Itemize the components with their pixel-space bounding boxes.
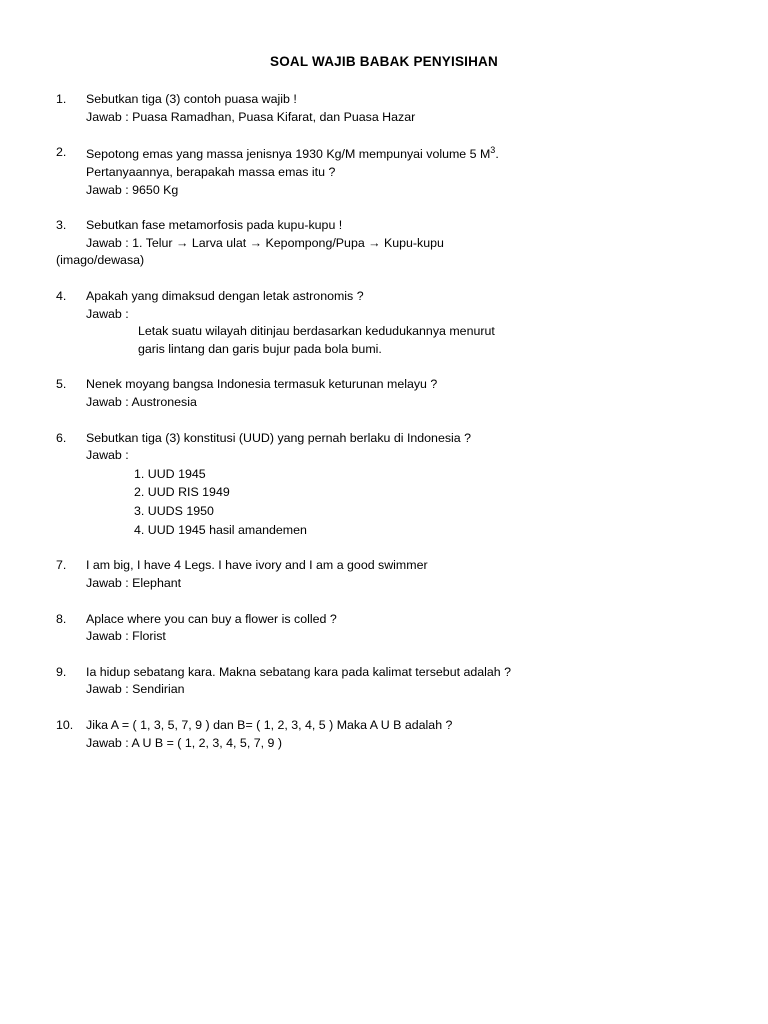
question-item xyxy=(56,557,712,592)
question-text: Sebutkan fase metamorfosis pada kupu-kupu ! xyxy=(86,218,343,233)
question-text: Ia hidup sebatang kara. Makna sebatang kara pada kalimat tersebut adalah ? xyxy=(86,664,512,679)
answer-text-wrap: (imago/dewasa) xyxy=(56,253,145,268)
answer-text-cont1: Letak suatu wilayah ditinjau berdasarkan kedudukannya menurut xyxy=(138,324,495,339)
question-item xyxy=(56,144,712,199)
list-item: 1. UUD 1945 xyxy=(134,466,206,481)
question-number: 7. xyxy=(56,558,67,573)
answer-text: Jawab : Puasa Ramadhan, Puasa Kifarat, dan Puasa Hazar xyxy=(86,109,416,124)
question-number: 5. xyxy=(56,377,67,392)
question-number: 4. xyxy=(56,289,67,303)
question-number: 9. xyxy=(56,664,67,679)
question-text: Aplace where you can buy a flower is colled ? xyxy=(86,611,337,626)
answer-sub-list xyxy=(134,466,712,539)
list-item: 4. UUD 1945 hasil amandemen xyxy=(134,522,307,537)
question-text: Jika A = ( 1, 3, 5, 7, 9 ) dan B= ( 1, 2, 3, 4, 5 ) Maka A U B adalah ? xyxy=(86,717,453,732)
question-item xyxy=(56,717,712,752)
question-text-part-b: . xyxy=(495,147,499,162)
question-item xyxy=(56,611,712,646)
question-item xyxy=(56,430,712,540)
question-text xyxy=(86,144,712,164)
question-number: 10. xyxy=(56,717,74,732)
question-number: 2. xyxy=(56,145,67,160)
question-item xyxy=(56,376,712,411)
answer-text: Jawab : xyxy=(86,306,129,321)
list-item: 2. UUD RIS 1949 xyxy=(134,485,230,500)
question-number: 6. xyxy=(56,430,67,445)
answer-text: Jawab : A U B = ( 1, 2, 3, 4, 5, 7, 9 ) xyxy=(86,735,282,750)
question-text: Nenek moyang bangsa Indonesia termasuk keturunan melayu ? xyxy=(86,377,438,392)
question-number: 8. xyxy=(56,611,67,626)
question-text: Apakah yang dimaksud dengan letak astronomis ? xyxy=(86,289,364,303)
question-text-line2: Pertanyaannya, berapakah massa emas itu ? xyxy=(86,164,336,179)
answer-text: Jawab : Elephant xyxy=(86,575,182,590)
list-item: 3. UUDS 1950 xyxy=(134,504,214,519)
superscript-exponent: 3 xyxy=(490,145,496,156)
question-item xyxy=(56,217,712,270)
answer-text: Jawab : Florist xyxy=(86,629,166,644)
question-item xyxy=(56,91,712,126)
page-title: SOAL WAJIB BABAK PENYISIHAN xyxy=(270,54,498,69)
question-item xyxy=(56,288,712,358)
question-text: I am big, I have 4 Legs. I have ivory and I am a good swimmer xyxy=(86,558,428,573)
answer-text: Jawab : xyxy=(86,448,129,463)
answer-text: Jawab : Austronesia xyxy=(86,395,197,410)
question-number: 3. xyxy=(56,218,67,233)
question-text: Sebutkan tiga (3) contoh puasa wajib ! xyxy=(86,92,297,106)
question-number: 1. xyxy=(56,92,67,106)
answer-text: Jawab : 9650 Kg xyxy=(86,182,179,197)
answer-text: Jawab : 1. Telur → Larva ulat → Kepompong/Pupa → Kupu-kupu xyxy=(86,235,444,250)
answer-text-cont2: garis lintang dan garis bujur pada bola bumi. xyxy=(138,341,382,356)
question-text: Sebutkan tiga (3) konstitusi (UUD) yang pernah berlaku di Indonesia ? xyxy=(86,430,472,445)
question-text-part-a: Sepotong emas yang massa jenisnya 1930 Kg/M mempunyai volume 5 M xyxy=(86,147,491,162)
question-item xyxy=(56,664,712,699)
answer-text: Jawab : Sendirian xyxy=(86,682,185,697)
